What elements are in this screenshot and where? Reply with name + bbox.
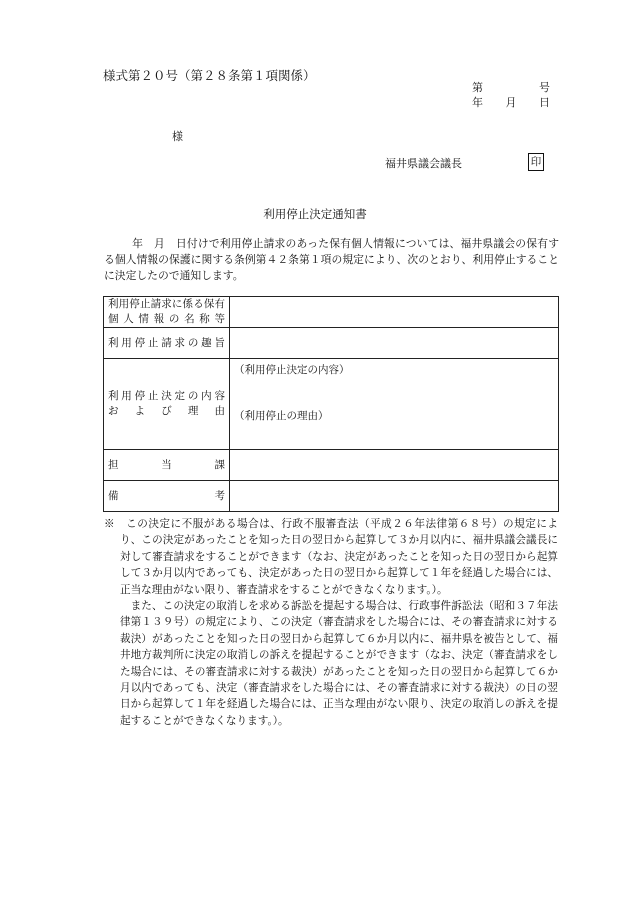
month-label: 月	[505, 96, 517, 109]
row-label-decision-line1: 利用停止決定の内容	[108, 390, 225, 402]
row-label-info-name: 利用停止請求に係る保有個人情報の名称等	[104, 297, 230, 328]
number-prefix: 第	[472, 81, 483, 94]
seal-mark: 印	[528, 153, 544, 171]
date-row	[472, 95, 550, 110]
document-number-row	[472, 80, 550, 95]
row-value-decision	[230, 359, 559, 450]
decision-content-heading: （利用停止決定の内容）	[234, 364, 350, 376]
table-row	[104, 450, 559, 481]
row-label-department: 担当課	[104, 450, 230, 481]
notes-section	[104, 516, 558, 729]
row-value-department	[230, 450, 559, 481]
row-label-decision-line2: および理由	[108, 405, 225, 417]
table-row	[104, 481, 559, 512]
row-label-request-purpose: 利用停止請求の趣旨	[104, 328, 230, 359]
decision-table	[103, 296, 559, 512]
row-value-request-purpose	[230, 328, 559, 359]
day-label: 日	[539, 96, 550, 109]
row-label-decision	[104, 359, 230, 450]
table-row	[104, 359, 559, 450]
decision-reason-heading: （利用停止の理由）	[234, 410, 329, 422]
row-value-info-name	[230, 297, 559, 328]
addressee-suffix: 様	[172, 130, 183, 143]
document-title: 利用停止決定通知書	[263, 207, 367, 221]
note-lawsuit: また、この決定の取消しを求める訴訟を提起する場合は、行政事件訴訟法（昭和３７年法律第１３９号）の規定により、この決定（審査請求をした場合には、その審査請求に対する裁決）があったことを知った日の翌日から起算して６か月以内に、福井県を被告として、福井地方裁判所に決定の取消しの訴えを提起することができます（なお、決定（審査請求をした場合には、その審査請求に対する裁決）があったことを知った日の翌日から起算して６か月以内であっても、決定（審査請求をした場合には、その審査請求に対する裁決）の日の翌日から起算して１年を経過した場合には、正当な理由がない限り、決定の取消しの訴えを提起することができなくなります。）。	[120, 600, 558, 727]
form-number: 様式第２０号（第２８条第１項関係）	[103, 68, 316, 83]
row-value-remarks	[230, 481, 559, 512]
sender-name: 福井県議会議長	[385, 157, 462, 170]
table-row	[104, 297, 559, 328]
note-appeal: ※ この決定に不服がある場合は、行政不服審査法（平成２６年法律第６８号）の規定により、この決定があったことを知った日の翌日から起算して３か月以内に、福井県議会議長に対して審査請求をすることができます（なお、決定があったことを知った日の翌日から起算して３か月以内であっても、決定があった日の翌日から起算して１年を経過した場合には、正当な理由がない限り、審査請求をすることができなくなります。）。	[104, 518, 558, 596]
number-suffix: 号	[539, 81, 550, 94]
intro-paragraph: 年 月 日付けで利用停止請求のあった保有個人情報については、福井県議会の保有する個人情報の保護に関する条例第４２条第１項の規定により、次のとおり、利用停止することに決定したので通知します。	[104, 237, 559, 282]
table-row	[104, 328, 559, 359]
year-label: 年	[472, 96, 483, 109]
row-label-remarks: 備考	[104, 481, 230, 512]
number-date-block	[472, 80, 550, 110]
